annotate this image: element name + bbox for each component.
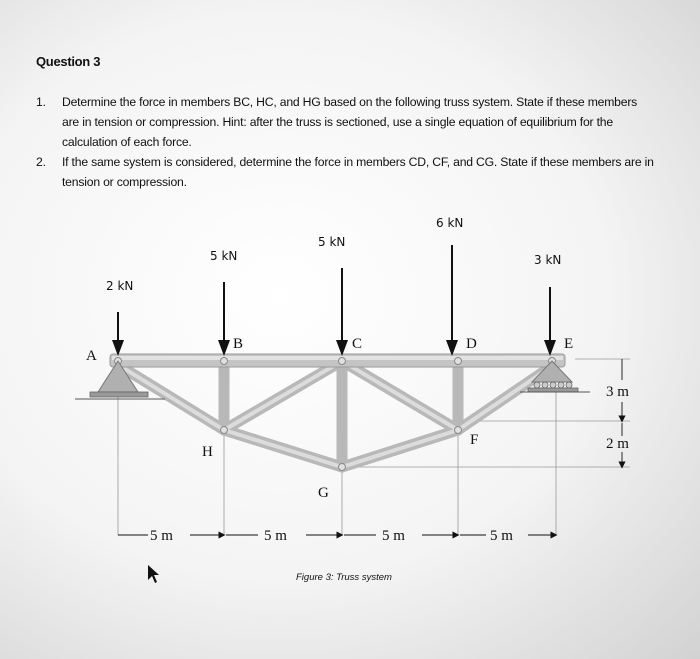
figure-caption: Figure 3: Truss system <box>296 572 392 583</box>
load-label-C: 5 kN <box>318 235 346 249</box>
mouse-cursor-icon <box>148 565 159 583</box>
joint-label-E: E <box>564 336 574 352</box>
span-label-4: 5 m <box>490 528 513 544</box>
span-label-1: 5 m <box>150 528 173 544</box>
load-label-E: 3 kN <box>534 253 562 267</box>
joint-label-D: D <box>466 336 477 352</box>
load-label-A: 2 kN <box>106 279 134 293</box>
question-text: Determine the force in members BC, HC, and HG based on the following truss system. State if these members are in tension or compression. Hint: after the truss is sectioned, use a single equation of equilibrium for the calculation of each force. <box>62 95 638 149</box>
height-label-1: 3 m <box>606 384 629 400</box>
question-number: 2. <box>36 155 46 169</box>
height-dimensions <box>606 359 629 465</box>
load-arrows <box>112 245 556 356</box>
question-title: Question 3 <box>36 54 101 69</box>
joint-label-G: G <box>318 485 329 501</box>
height-label-2: 2 m <box>606 436 629 452</box>
joint-label-A: A <box>86 348 97 364</box>
span-label-2: 5 m <box>264 528 287 544</box>
question-text: If the same system is considered, determine the force in members CD, CF, and CG. State if these members are in tension or compression. <box>62 155 654 189</box>
top-chord <box>110 354 565 367</box>
truss-web-members <box>120 361 552 467</box>
joint-label-B: B <box>233 336 244 352</box>
load-label-B: 5 kN <box>210 249 238 263</box>
joint-label-C: C <box>352 336 363 352</box>
joint-label-F: F <box>470 432 479 448</box>
load-label-D: 6 kN <box>436 216 464 230</box>
question-number: 1. <box>36 95 46 109</box>
span-label-3: 5 m <box>382 528 405 544</box>
span-dimensions <box>118 528 554 544</box>
joint-label-H: H <box>202 444 213 460</box>
